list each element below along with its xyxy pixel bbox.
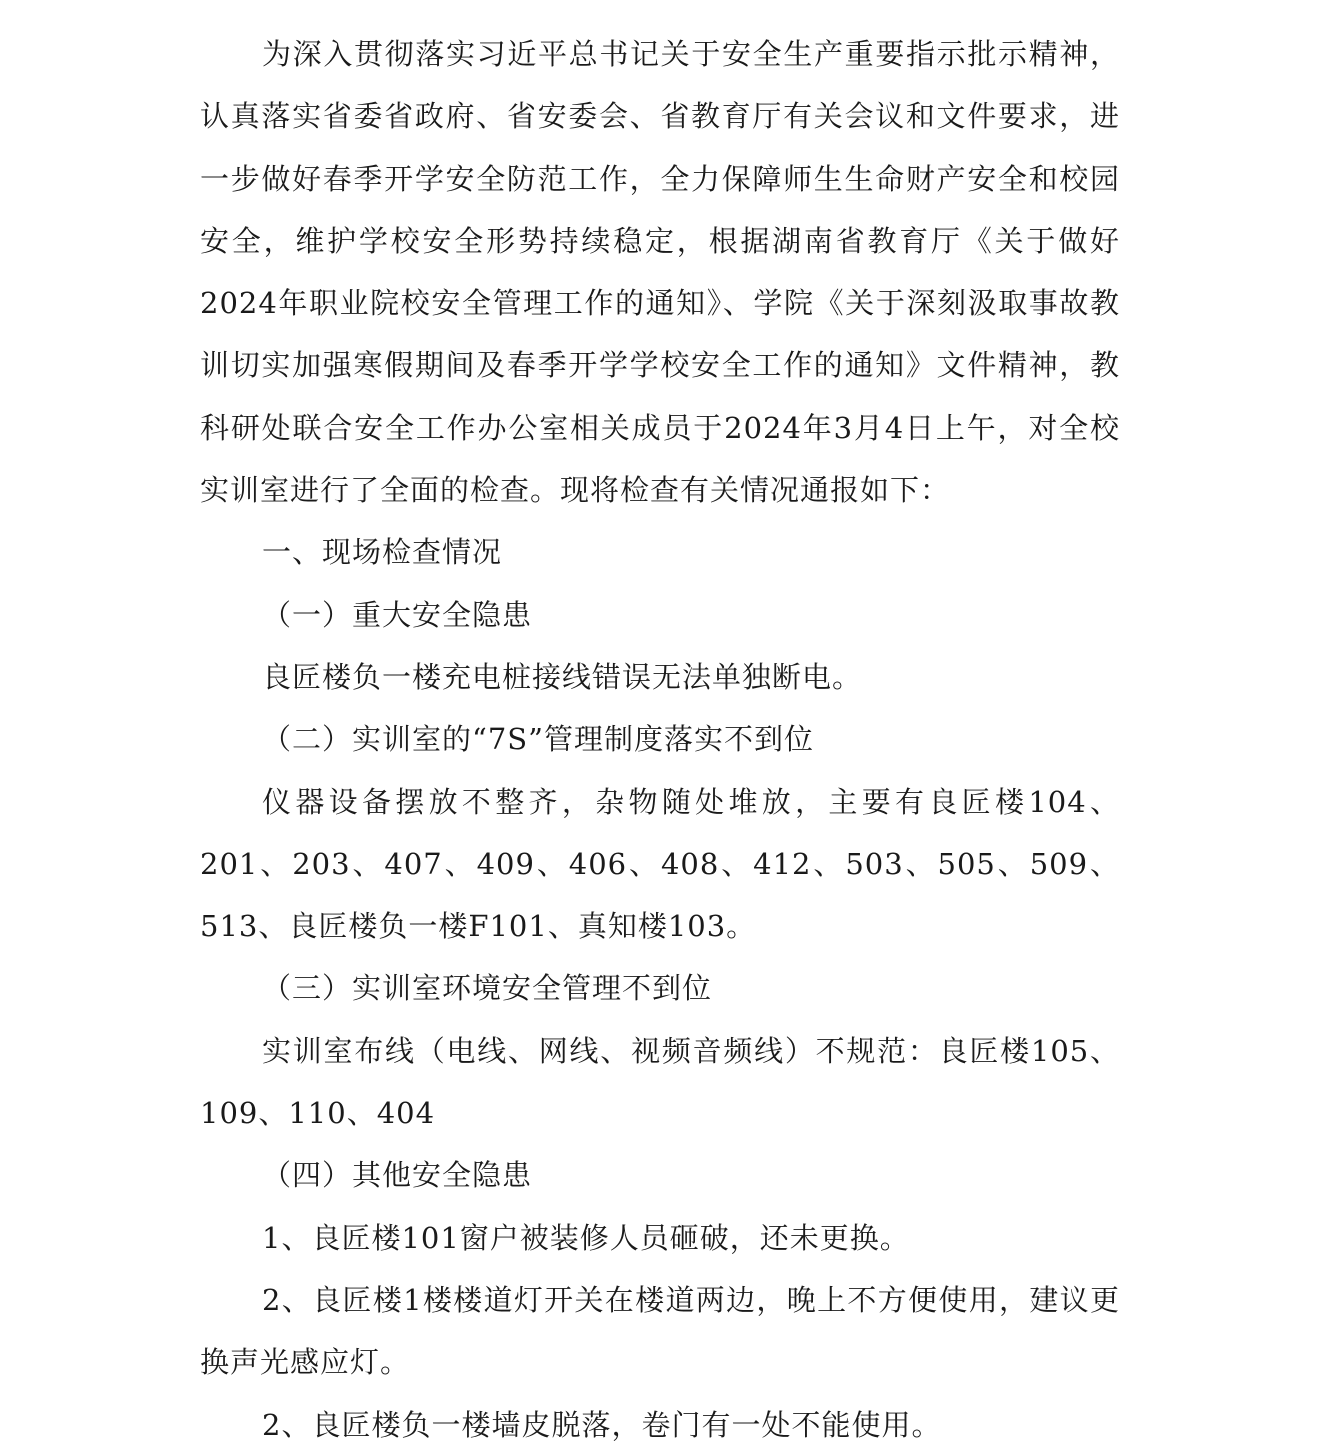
other-hazard-item-1: 1、良匠楼101窗户被装修人员砸破，还未更换。 xyxy=(262,1220,910,1255)
major-hazards-text: 良匠楼负一楼充电桩接线错误无法单独断电。 xyxy=(262,659,863,694)
other-hazard-item-2: 2、良匠楼1楼楼道灯开关在楼道两边，晚上不方便使用，建议更换声光感应灯。 xyxy=(200,1282,1120,1380)
other-hazard-item-3: 2、良匠楼负一楼墙皮脱落，卷门有一处不能使用。 xyxy=(262,1407,942,1442)
section-heading-inspection: 一、现场检查情况 xyxy=(262,535,503,570)
subsection-heading-other-hazards: （四）其他安全隐患 xyxy=(262,1158,533,1193)
document-body xyxy=(200,23,1120,1456)
subsection-heading-major-hazards: （一）重大安全隐患 xyxy=(262,597,533,632)
intro-paragraph: 为深入贯彻落实习近平总书记关于安全生产重要指示批示精神，认真落实省委省政府、省安委会、省教育厅有关会议和文件要求，进一步做好春季开学安全防范工作，全力保障师生生命财产安全和校园安全，维护学校安全形势持续稳定，根据湖南省教育厅《关于做好2024年职业院校安全管理工作的通知》、学院《关于深刻汲取事故教训切实加强寒假期间及春季开学学校安全工作的通知》文件精神，教科研处联合安全工作办公室相关成员于2024年3月4日上午，对全校实训室进行了全面的检查。现将检查有关情况通报如下： xyxy=(200,37,1120,508)
subsection-heading-environment: （三）实训室环境安全管理不到位 xyxy=(262,971,713,1006)
7s-issues-text: 仪器设备摆放不整齐，杂物随处堆放，主要有良匠楼104、201、203、407、409、406、408、412、503、505、509、513、良匠楼负一楼F101、真知楼103。 xyxy=(200,784,1120,944)
environment-issues-text: 实训室布线（电线、网线、视频音频线）不规范：良匠楼105、109、110、404 xyxy=(200,1033,1120,1131)
subsection-heading-7s: （二）实训室的“7S”管理制度落实不到位 xyxy=(262,722,814,757)
